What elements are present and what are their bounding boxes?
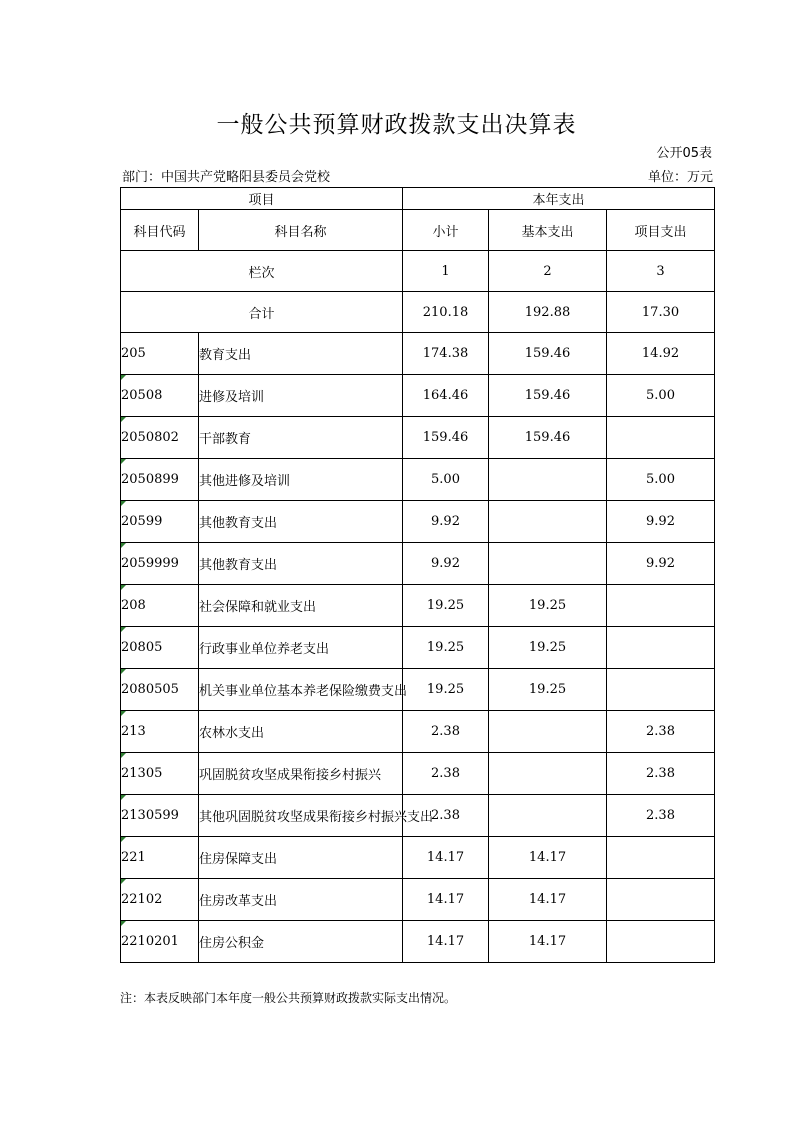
total-project: 17.30 xyxy=(607,292,715,333)
form-number: 公开05表 xyxy=(656,146,712,161)
row-basic xyxy=(489,543,607,585)
row-code: 20599 xyxy=(121,501,199,543)
total-basic: 192.88 xyxy=(489,292,607,333)
table-row xyxy=(121,753,715,795)
table-row xyxy=(121,837,715,879)
column-index-2: 2 xyxy=(489,251,607,292)
table-row xyxy=(121,879,715,921)
row-subtotal: 14.17 xyxy=(403,921,489,963)
row-subtotal: 2.38 xyxy=(403,795,489,837)
total-row xyxy=(121,292,715,333)
column-index-row xyxy=(121,251,715,292)
row-name: 干部教育 xyxy=(199,417,403,459)
row-project xyxy=(607,669,715,711)
row-name: 巩固脱贫攻坚成果衔接乡村振兴 xyxy=(199,753,403,795)
header-project-expense: 项目支出 xyxy=(607,210,715,251)
row-code: 2210201 xyxy=(121,921,199,963)
row-basic: 19.25 xyxy=(489,669,607,711)
row-code: 20508 xyxy=(121,375,199,417)
table-row xyxy=(121,333,715,375)
row-basic: 159.46 xyxy=(489,417,607,459)
row-code: 208 xyxy=(121,585,199,627)
row-code: 22102 xyxy=(121,879,199,921)
table-row xyxy=(121,459,715,501)
row-basic: 14.17 xyxy=(489,921,607,963)
header-row-columns xyxy=(121,210,715,251)
row-project: 2.38 xyxy=(607,795,715,837)
header-basic: 基本支出 xyxy=(489,210,607,251)
total-subtotal: 210.18 xyxy=(403,292,489,333)
row-project: 2.38 xyxy=(607,711,715,753)
row-subtotal: 19.25 xyxy=(403,669,489,711)
row-project: 14.92 xyxy=(607,333,715,375)
header-project: 项目 xyxy=(121,188,403,210)
row-code: 205 xyxy=(121,333,199,375)
row-basic: 159.46 xyxy=(489,333,607,375)
row-basic: 159.46 xyxy=(489,375,607,417)
table-row xyxy=(121,921,715,963)
row-basic: 19.25 xyxy=(489,627,607,669)
total-label: 合计 xyxy=(121,292,403,333)
column-index-3: 3 xyxy=(607,251,715,292)
row-subtotal: 174.38 xyxy=(403,333,489,375)
row-project: 5.00 xyxy=(607,459,715,501)
row-code: 2050802 xyxy=(121,417,199,459)
row-name: 教育支出 xyxy=(199,333,403,375)
row-basic xyxy=(489,753,607,795)
row-name: 其他进修及培训 xyxy=(199,459,403,501)
row-subtotal: 159.46 xyxy=(403,417,489,459)
row-code: 213 xyxy=(121,711,199,753)
row-project xyxy=(607,627,715,669)
department-label: 部门：中国共产党略阳县委员会党校 xyxy=(122,170,331,185)
row-project xyxy=(607,879,715,921)
header-subtotal: 小计 xyxy=(403,210,489,251)
budget-table xyxy=(120,187,715,963)
row-code: 20805 xyxy=(121,627,199,669)
row-project xyxy=(607,417,715,459)
row-code: 2080505 xyxy=(121,669,199,711)
row-basic xyxy=(489,711,607,753)
column-index-1: 1 xyxy=(403,251,489,292)
row-name: 农林水支出 xyxy=(199,711,403,753)
row-subtotal: 14.17 xyxy=(403,837,489,879)
row-name: 其他教育支出 xyxy=(199,501,403,543)
table-row xyxy=(121,669,715,711)
row-basic xyxy=(489,501,607,543)
unit-label: 单位：万元 xyxy=(647,170,713,185)
row-subtotal: 9.92 xyxy=(403,543,489,585)
row-basic: 14.17 xyxy=(489,879,607,921)
row-code: 2130599 xyxy=(121,795,199,837)
table-row xyxy=(121,627,715,669)
table-row xyxy=(121,711,715,753)
header-row-top xyxy=(121,188,715,210)
row-name: 其他巩固脱贫攻坚成果衔接乡村振兴支出 xyxy=(199,795,403,837)
row-project: 2.38 xyxy=(607,753,715,795)
column-index-label: 栏次 xyxy=(121,251,403,292)
row-subtotal: 164.46 xyxy=(403,375,489,417)
row-code: 2059999 xyxy=(121,543,199,585)
row-project xyxy=(607,585,715,627)
row-subtotal: 2.38 xyxy=(403,711,489,753)
row-project xyxy=(607,837,715,879)
row-basic: 14.17 xyxy=(489,837,607,879)
row-basic xyxy=(489,795,607,837)
row-project xyxy=(607,921,715,963)
row-basic: 19.25 xyxy=(489,585,607,627)
row-project: 9.92 xyxy=(607,543,715,585)
row-subtotal: 5.00 xyxy=(403,459,489,501)
row-project: 9.92 xyxy=(607,501,715,543)
row-code: 221 xyxy=(121,837,199,879)
row-name: 住房公积金 xyxy=(199,921,403,963)
table-row xyxy=(121,417,715,459)
row-name: 行政事业单位养老支出 xyxy=(199,627,403,669)
table-row xyxy=(121,795,715,837)
row-code: 2050899 xyxy=(121,459,199,501)
row-subtotal: 9.92 xyxy=(403,501,489,543)
row-project: 5.00 xyxy=(607,375,715,417)
row-subtotal: 19.25 xyxy=(403,585,489,627)
row-subtotal: 2.38 xyxy=(403,753,489,795)
table-row xyxy=(121,585,715,627)
row-name: 住房保障支出 xyxy=(199,837,403,879)
row-code: 21305 xyxy=(121,753,199,795)
row-subtotal: 14.17 xyxy=(403,879,489,921)
row-subtotal: 19.25 xyxy=(403,627,489,669)
header-code: 科目代码 xyxy=(121,210,199,251)
page-title: 一般公共预算财政拨款支出决算表 xyxy=(216,112,577,138)
row-name: 进修及培训 xyxy=(199,375,403,417)
header-name: 科目名称 xyxy=(199,210,403,251)
footnote: 注：本表反映部门本年度一般公共预算财政拨款实际支出情况。 xyxy=(120,991,457,1005)
table-row xyxy=(121,543,715,585)
table-row xyxy=(121,375,715,417)
row-name: 其他教育支出 xyxy=(199,543,403,585)
header-current-year-expense: 本年支出 xyxy=(403,188,715,210)
row-basic xyxy=(489,459,607,501)
row-name: 社会保障和就业支出 xyxy=(199,585,403,627)
row-name: 机关事业单位基本养老保险缴费支出 xyxy=(199,669,403,711)
row-name: 住房改革支出 xyxy=(199,879,403,921)
table-row xyxy=(121,501,715,543)
